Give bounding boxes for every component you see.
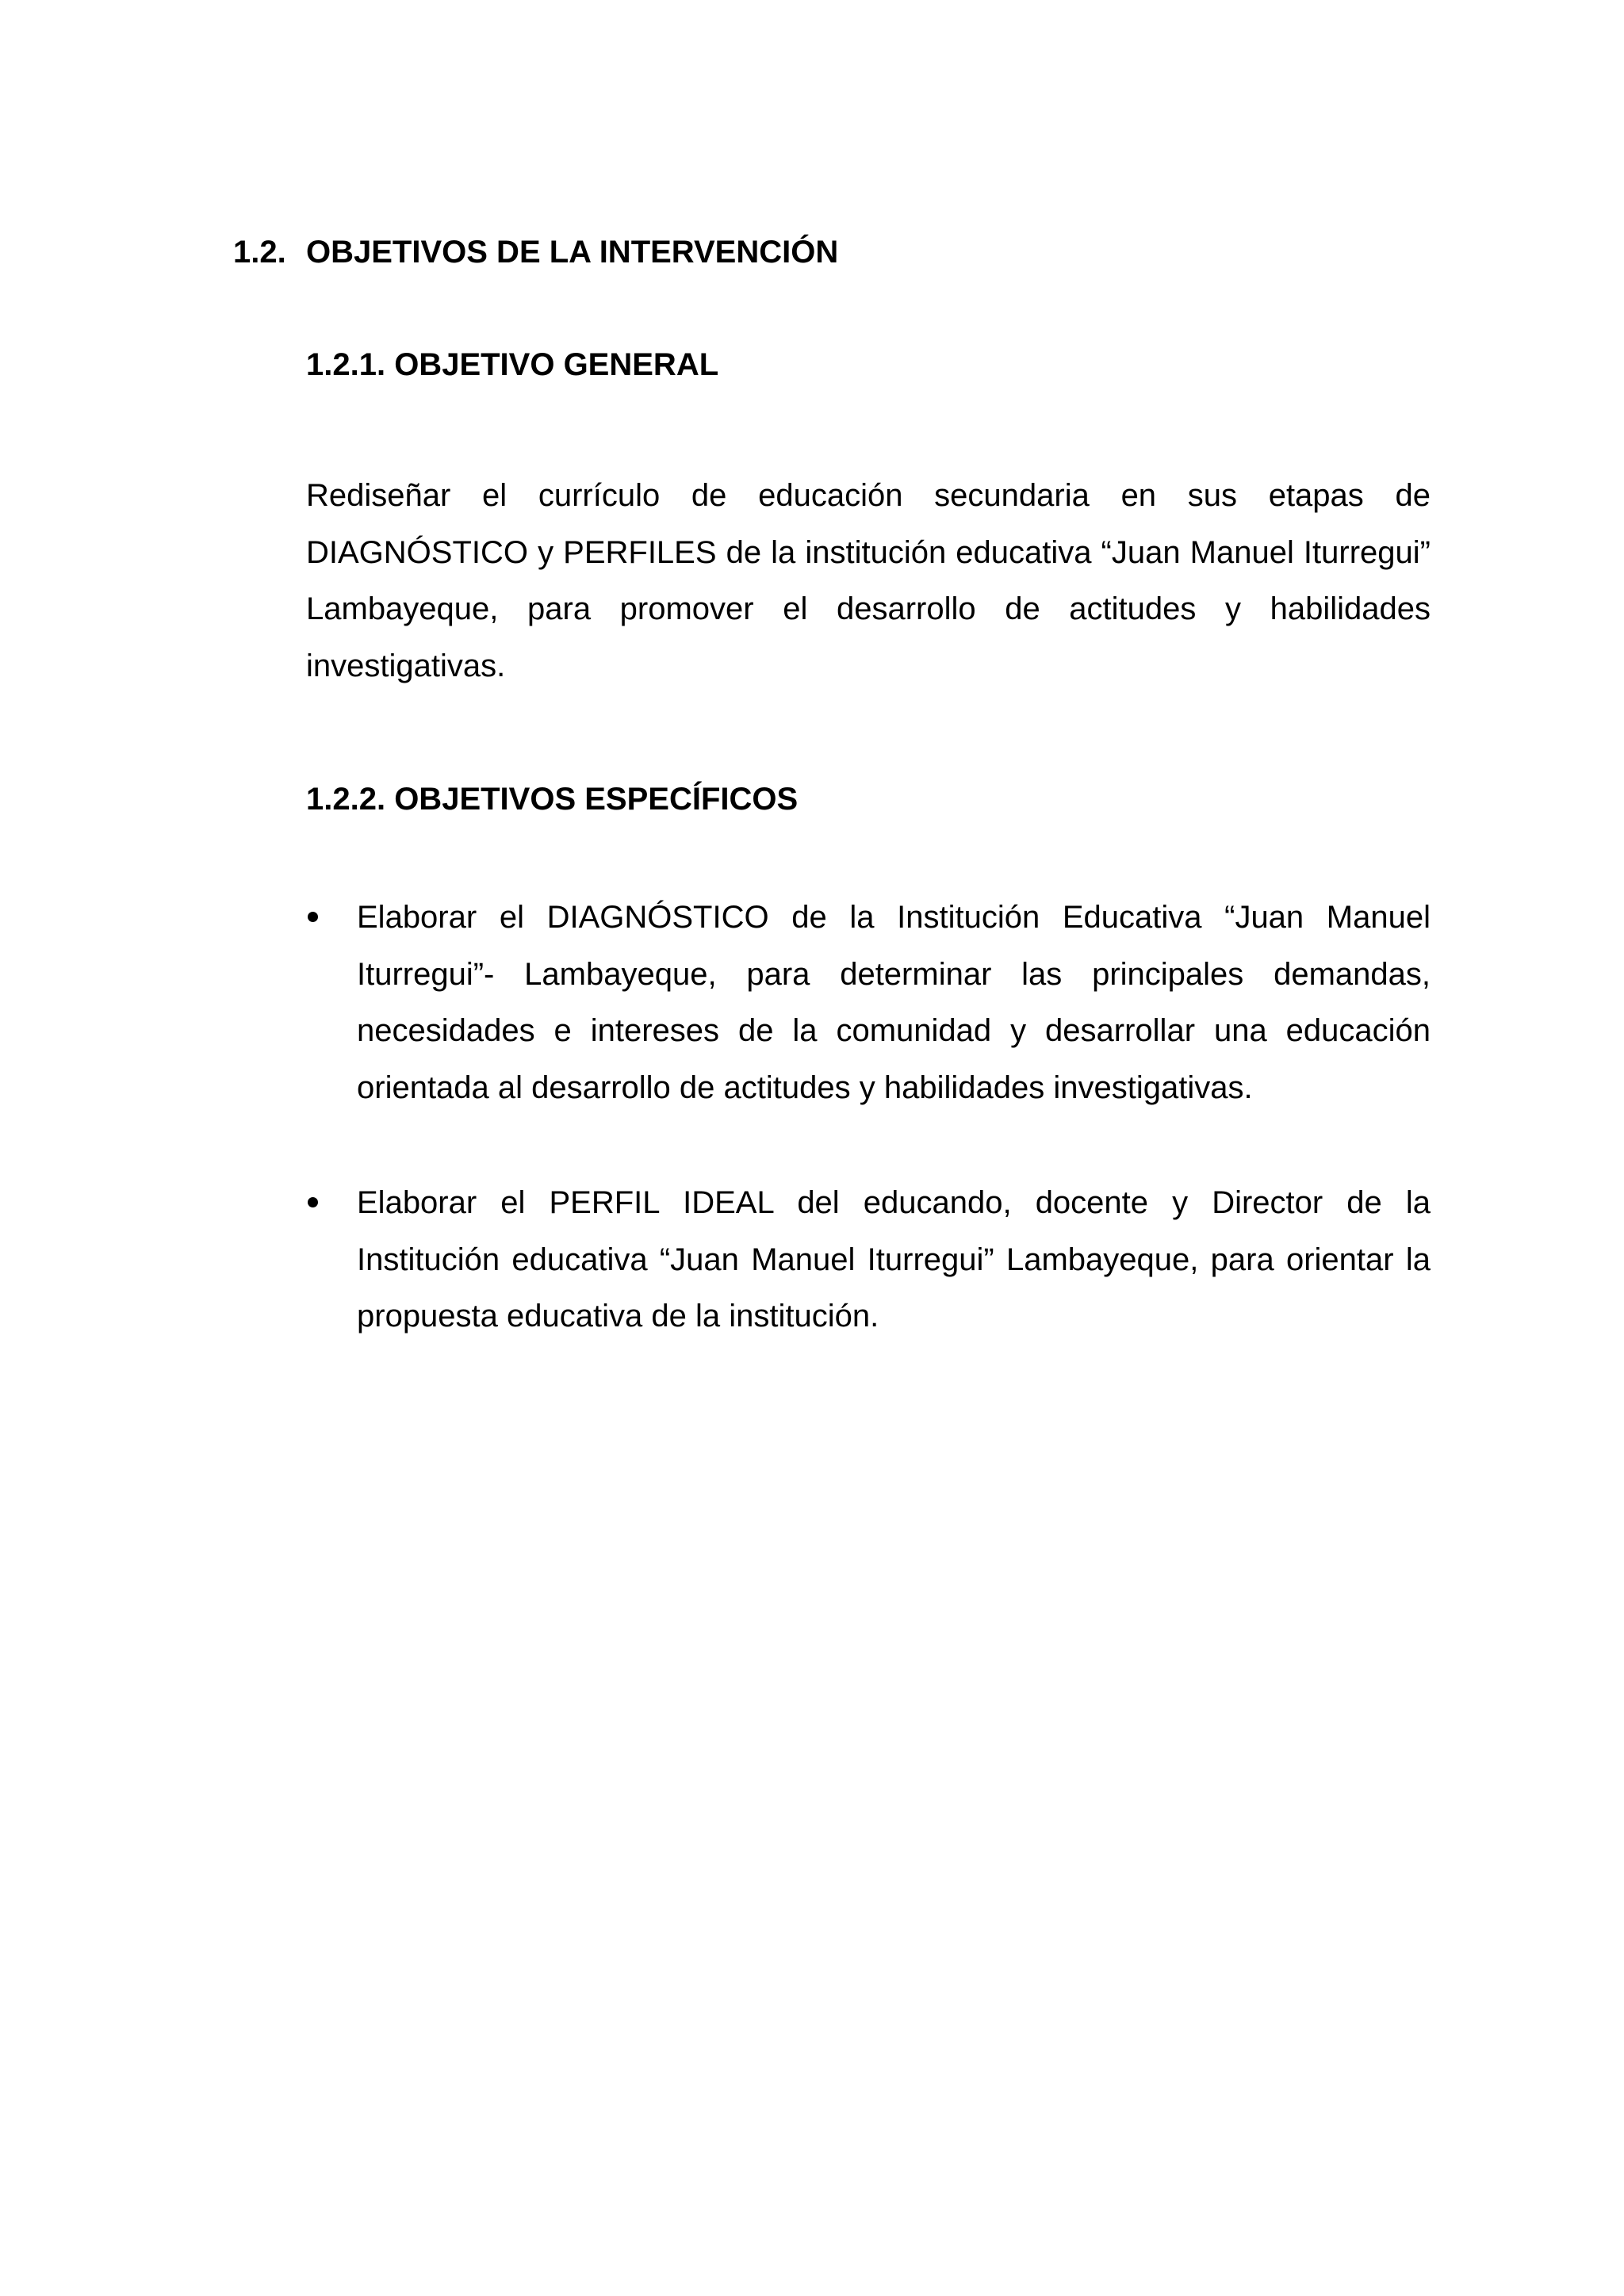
general-objective-paragraph: Rediseñar el currículo de educación secundaria en sus etapas de DIAGNÓSTICO y PERFILES de la institución educativa “Juan Manuel Iturregui” Lambayeque, para promover el desarrollo de actitudes y habilidades investigativas.: [306, 478, 1431, 683]
general-objective-heading: 1.2.1. OBJETIVO GENERAL: [306, 347, 719, 382]
list-item-text: Elaborar el DIAGNÓSTICO de la Institución Educativa “Juan Manuel Iturregui”- Lambayeque, para determinar las principales demandas, necesidades e intereses de la comunidad y desarrollar una educación orientada al desarrollo de actitudes y habilidades investigativas.: [357, 900, 1431, 1105]
list-item-text: Elaborar el PERFIL IDEAL del educando, docente y Director de la Institución educativa “Juan Manuel Iturregui” Lambayeque, para orientar la propuesta educativa de la institución.: [357, 1185, 1431, 1334]
section-title: OBJETIVOS DE LA INTERVENCIÓN: [306, 235, 839, 270]
bullet-icon: [306, 1175, 338, 1232]
specific-objectives-heading: 1.2.2. OBJETIVOS ESPECÍFICOS: [306, 782, 799, 817]
bullet-icon: [306, 890, 338, 947]
section-number: 1.2.: [233, 235, 286, 270]
section-heading: [233, 230, 838, 274]
